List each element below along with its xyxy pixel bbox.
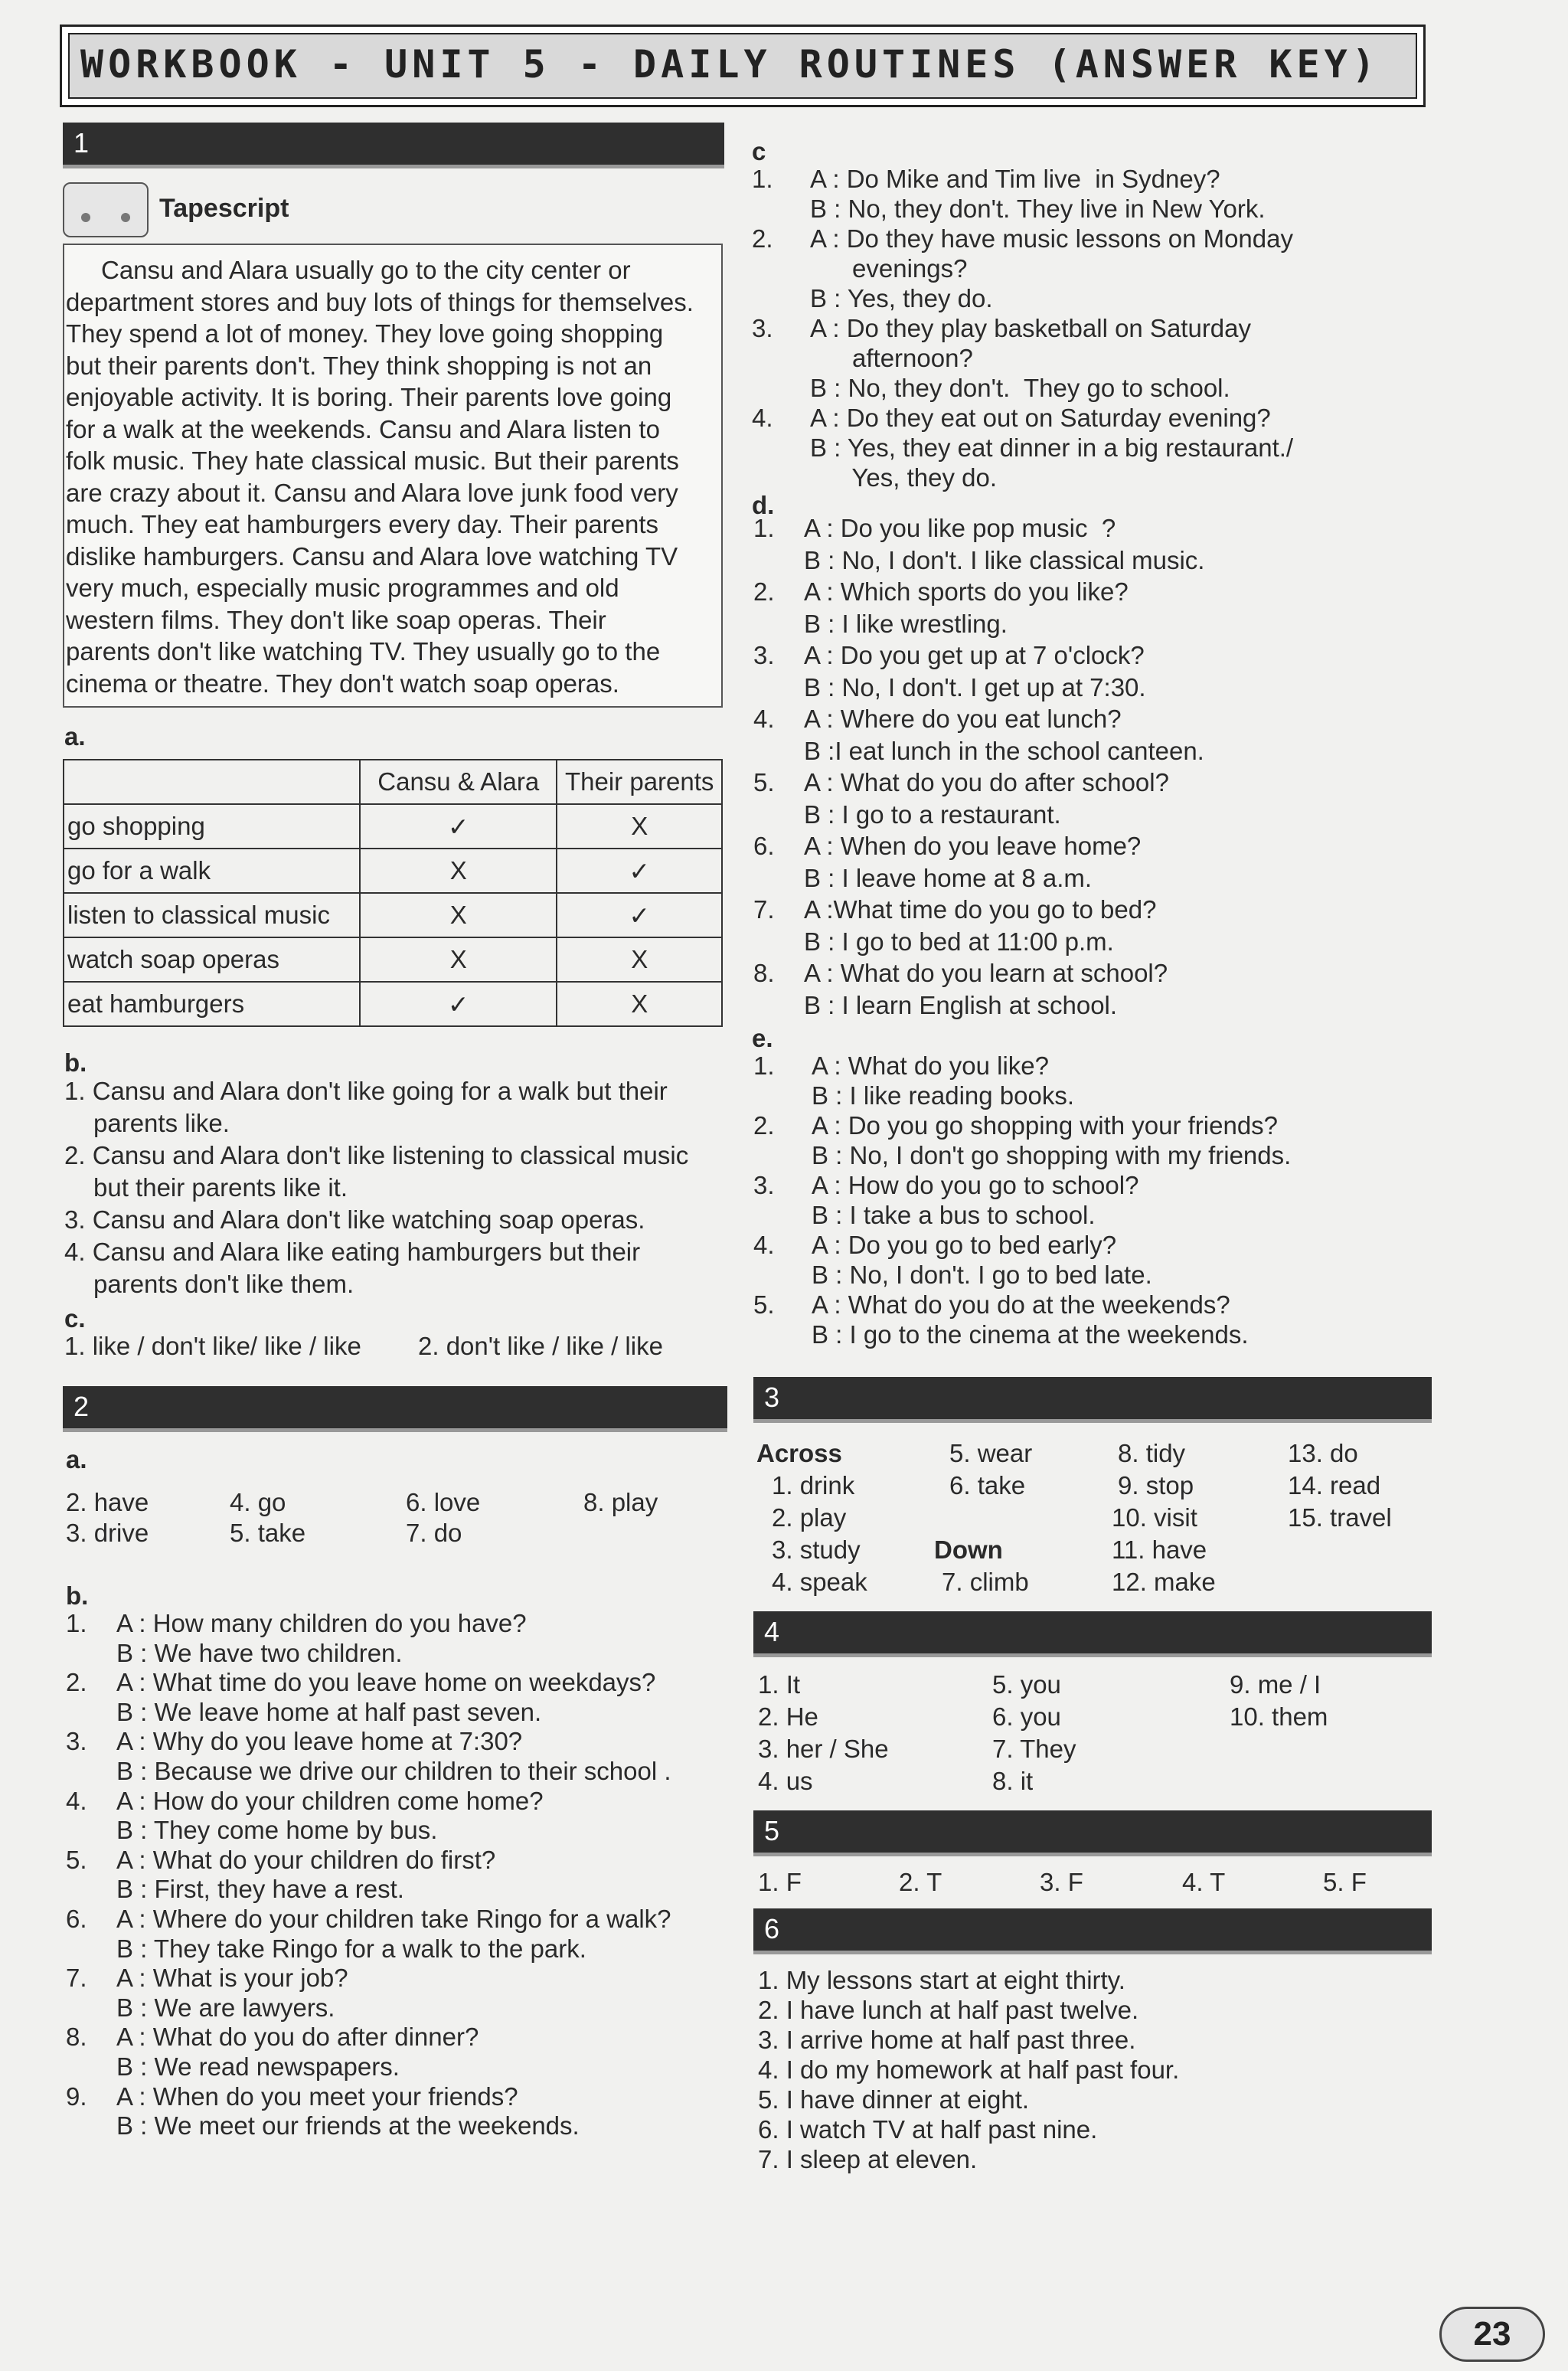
dialogue-line: B : No, I don't. I like classical music. (804, 545, 1205, 574)
dialogue-line: B : They come home by bus. (116, 1816, 438, 1845)
answer-line: 4. I do my homework at half past four. (758, 2055, 1180, 2084)
section-6-header (753, 1908, 1432, 1954)
dialogue-line: A : What do you learn at school? (804, 959, 1168, 987)
across-label: Across (756, 1439, 842, 1467)
answer-item: 4. us (758, 1767, 813, 1795)
dialogue-line: B : Yes, they do. (810, 284, 993, 312)
answer-line: 2. don't like / like / like (418, 1332, 663, 1360)
answer-item: 7. They (992, 1735, 1076, 1763)
item-number: 8. (66, 2023, 87, 2052)
tapescript-line: Cansu and Alara usually go to the city center or (101, 256, 631, 284)
dialogue-line: A : Where do you eat lunch? (804, 705, 1122, 733)
dialogue-line: B : No, I don't go shopping with my friends. (812, 1141, 1292, 1169)
dialogue-line: B : They take Ringo for a walk to the park. (116, 1934, 586, 1963)
answer-item: 1. It (758, 1670, 801, 1699)
dialogue-line: B : I go to a restaurant. (804, 800, 1061, 829)
answer-item: 9. stop (1118, 1471, 1194, 1499)
page-title: WORKBOOK - UNIT 5 - DAILY ROUTINES (ANSWER KEY) (80, 42, 1380, 87)
table-row (64, 893, 722, 937)
item-number: 2. (66, 1668, 87, 1697)
section-3-header (753, 1377, 1432, 1423)
dialogue-line: A : Do you go shopping with your friends? (812, 1111, 1279, 1140)
table-cell: X (360, 937, 557, 982)
table-cell: X (557, 982, 722, 1026)
section-number: 2 (74, 1391, 90, 1422)
dialogue-line: A : Do you like pop music ? (804, 514, 1116, 542)
tapescript-line: are crazy about it. Cansu and Alara love junk food very (66, 478, 678, 507)
dialogue-line: B :I eat lunch in the school canteen. (804, 736, 1204, 765)
dialogue-line: A : Do they play basketball on Saturday (810, 314, 1252, 342)
page-number-badge (1439, 2307, 1545, 2362)
section-1-header (63, 123, 724, 168)
item-number: 2. (753, 577, 775, 606)
item-number: 9. (66, 2082, 87, 2111)
table-cell: X (557, 804, 722, 849)
answer-line: 5. I have dinner at eight. (758, 2085, 1030, 2114)
dialogue-line: A : Why do you leave home at 7:30? (116, 1727, 523, 1756)
answer-item: 6. take (949, 1471, 1026, 1499)
item-number: 1. (753, 1051, 775, 1080)
answer-item: 14. read (1288, 1471, 1381, 1499)
section-4-header (753, 1611, 1432, 1657)
dialogue-line: A : Do Mike and Tim live in Sydney? (810, 165, 1220, 193)
section-number: 5 (764, 1815, 780, 1846)
table-header-cell (64, 760, 360, 804)
item-number: 3. (753, 1171, 775, 1199)
table-cell: eat hamburgers (64, 982, 360, 1026)
item-number: 1. (66, 1609, 87, 1637)
section-number: 3 (764, 1382, 780, 1413)
part-c-label: c (752, 137, 766, 165)
section-number: 1 (74, 127, 90, 159)
answer-item: 8. it (992, 1767, 1034, 1795)
answer-item: 13. do (1288, 1439, 1358, 1467)
answer-item: 5. wear (949, 1439, 1033, 1467)
item-number: 2. (752, 224, 773, 253)
item-number: 8. (753, 959, 775, 987)
answer-item: 8. play (583, 1488, 658, 1516)
dialogue-line: B : First, they have a rest. (116, 1875, 404, 1904)
answer-line: 3. Cansu and Alara don't like watching soap operas. (64, 1205, 645, 1234)
dialogue-line: B : We have two children. (116, 1638, 403, 1667)
item-number: 5. (753, 1290, 775, 1319)
answer-item: 5. you (992, 1670, 1061, 1699)
answer-item: 2. He (758, 1702, 818, 1731)
item-number: 3. (66, 1727, 87, 1756)
dialogue-line: B : I take a bus to school. (812, 1201, 1096, 1229)
tapescript-line: department stores and buy lots of things for themselves. (66, 287, 694, 316)
answer-item: 7. climb (942, 1568, 1029, 1596)
dialogue-line: A : When do you leave home? (804, 832, 1142, 860)
tapescript-line: cinema or theatre. They don't watch soap operas. (66, 669, 619, 698)
table-cell: X (557, 937, 722, 982)
dialogue-line: B : I leave home at 8 a.m. (804, 863, 1093, 892)
dialogue-line: A : Do you go to bed early? (812, 1231, 1117, 1259)
dialogue-line: B : We leave home at half past seven. (116, 1697, 542, 1726)
answer-line: 2. Cansu and Alara don't like listening to classical music (64, 1141, 689, 1169)
section-number: 6 (764, 1913, 780, 1944)
item-number: 1. (752, 165, 773, 193)
table-cell: ✓ (360, 804, 557, 849)
cassette-icon (63, 182, 149, 237)
item-number: 3. (752, 314, 773, 342)
dialogue-line: A :What time do you go to bed? (804, 895, 1157, 924)
dialogue-line: A : Where do your children take Ringo for a walk? (116, 1905, 671, 1933)
dialogue-line: A : What do you like? (812, 1051, 1050, 1080)
dialogue-line: A : Do they eat out on Saturday evening? (810, 404, 1271, 432)
answer-item: 3. drive (66, 1519, 149, 1547)
answer-item: 4. go (230, 1488, 286, 1516)
answer-item: 5. take (230, 1519, 306, 1547)
section-2-header (63, 1386, 727, 1432)
tapescript-label: Tapescript (159, 194, 289, 223)
dialogue-line: A : Which sports do you like? (804, 577, 1129, 606)
dialogue-line: A : What do you do after dinner? (116, 2023, 479, 2052)
part-b-label: b. (66, 1581, 89, 1610)
dialogue-line: A : What do your children do first? (116, 1845, 496, 1874)
answer-line: parents like. (93, 1109, 230, 1137)
dialogue-line: Yes, they do. (810, 463, 998, 492)
dialogue-line: A : Do they have music lessons on Monday (810, 224, 1293, 253)
item-number: 3. (753, 641, 775, 669)
table-cell: X (360, 849, 557, 893)
part-b-label: b. (64, 1048, 87, 1077)
page-number: 23 (1473, 2315, 1511, 2353)
answer-item: 1. drink (772, 1471, 855, 1499)
table-cell: ✓ (360, 982, 557, 1026)
table-cell: go shopping (64, 804, 360, 849)
part-c-label: c. (64, 1304, 86, 1333)
answer-item: 6. you (992, 1702, 1061, 1731)
dialogue-line: B : No, they don't. They go to school. (810, 374, 1230, 402)
tapescript-line: folk music. They hate classical music. But their parents (66, 446, 679, 475)
answer-table (63, 759, 723, 1027)
tapescript-line: very much, especially music programmes and old (66, 574, 619, 602)
dialogue-line: B : We read newspapers. (116, 2052, 400, 2081)
answer-line: but their parents like it. (93, 1173, 348, 1202)
dialogue-line: A : How do you go to school? (812, 1171, 1139, 1199)
table-row (64, 804, 722, 849)
dialogue-line: B : We are lawyers. (116, 1993, 335, 2022)
item-number: 1. (753, 514, 775, 542)
item-number: 4. (753, 705, 775, 733)
answer-line: 1. like / don't like/ like / like (64, 1332, 361, 1360)
part-a-label: a. (64, 722, 86, 751)
tapescript-line: parents don't like watching TV. They usually go to the (66, 637, 661, 666)
answer-item: 2. T (899, 1868, 942, 1896)
dialogue-line: B : I like reading books. (812, 1081, 1075, 1110)
table-row (64, 849, 722, 893)
down-label: Down (934, 1535, 1003, 1564)
dialogue-line: B : I learn English at school. (804, 990, 1118, 1019)
answer-item: 8. tidy (1118, 1439, 1186, 1467)
dialogue-line: B : I like wrestling. (804, 609, 1008, 638)
part-d-label: d. (752, 491, 775, 519)
answer-line: 7. I sleep at eleven. (758, 2145, 978, 2173)
tapescript-line: They spend a lot of money. They love going shopping (66, 319, 664, 348)
dialogue-line: A : When do you meet your friends? (116, 2082, 518, 2111)
table-cell: ✓ (557, 893, 722, 937)
item-number: 4. (66, 1786, 87, 1815)
table-row (64, 982, 722, 1026)
answer-item: 10. them (1230, 1702, 1328, 1731)
answer-item: 4. speak (772, 1568, 867, 1596)
item-number: 2. (753, 1111, 775, 1140)
dialogue-line: A : Do you get up at 7 o'clock? (804, 641, 1145, 669)
answer-item: 11. have (1112, 1535, 1207, 1564)
answer-line: 6. I watch TV at half past nine. (758, 2115, 1098, 2144)
answer-item: 6. love (406, 1488, 481, 1516)
item-number: 6. (753, 832, 775, 860)
dialogue-line: B : No, I don't. I get up at 7:30. (804, 672, 1146, 701)
dialogue-line: B : No, I don't. I go to bed late. (812, 1261, 1152, 1289)
part-e-label: e. (752, 1024, 773, 1052)
tapescript-line: but their parents don't. They think shopping is not an (66, 351, 652, 380)
dialogue-line: A : How many children do you have? (116, 1609, 527, 1637)
answer-item: 3. study (772, 1535, 861, 1564)
item-number: 6. (66, 1905, 87, 1933)
table-cell: go for a walk (64, 849, 360, 893)
answer-item: 2. play (772, 1503, 847, 1532)
table-header-cell: Their parents (557, 760, 722, 804)
section-5-header (753, 1810, 1432, 1856)
dialogue-line: B : No, they don't. They live in New York. (810, 195, 1266, 223)
answer-item: 1. F (758, 1868, 802, 1896)
answer-item: 15. travel (1288, 1503, 1392, 1532)
dialogue-line: A : What do you do at the weekends? (812, 1290, 1230, 1319)
answer-line: parents don't like them. (93, 1270, 354, 1298)
dialogue-line: B : We meet our friends at the weekends. (116, 2111, 580, 2140)
answer-item: 4. T (1182, 1868, 1226, 1896)
answer-line: 2. I have lunch at half past twelve. (758, 1996, 1139, 2024)
dialogue-line: A : What is your job? (116, 1964, 348, 1993)
tapescript-line: for a walk at the weekends. Cansu and Alara listen to (66, 414, 660, 443)
answer-item: 3. F (1040, 1868, 1083, 1896)
answer-item: 7. do (406, 1519, 462, 1547)
answer-item: 10. visit (1112, 1503, 1197, 1532)
table-cell: listen to classical music (64, 893, 360, 937)
dialogue-line: evenings? (810, 254, 968, 283)
table-cell: ✓ (557, 849, 722, 893)
answer-item: 3. her / She (758, 1735, 889, 1763)
answer-line: 1. Cansu and Alara don't like going for a walk but their (64, 1077, 668, 1105)
tapescript-line: dislike hamburgers. Cansu and Alara love watching TV (66, 541, 678, 571)
answer-line: 1. My lessons start at eight thirty. (758, 1966, 1125, 1994)
answer-item: 12. make (1112, 1568, 1216, 1596)
item-number: 4. (753, 1231, 775, 1259)
dialogue-line: A : What do you do after school? (804, 768, 1169, 796)
item-number: 5. (66, 1845, 87, 1874)
table-cell: watch soap operas (64, 937, 360, 982)
dialogue-line: B : I go to the cinema at the weekends. (812, 1320, 1249, 1349)
dialogue-line: B : I go to bed at 11:00 p.m. (804, 927, 1114, 956)
table-row (64, 937, 722, 982)
title-banner (60, 25, 1426, 107)
answer-line: 4. Cansu and Alara like eating hamburgers but their (64, 1238, 641, 1266)
part-a-label: a. (66, 1445, 87, 1473)
answer-item: 5. F (1323, 1868, 1367, 1896)
tapescript-box (63, 244, 723, 708)
dialogue-line: A : What time do you leave home on weekdays? (116, 1668, 656, 1697)
table-cell: X (360, 893, 557, 937)
answer-item: 2. have (66, 1488, 149, 1516)
dialogue-line: B : Because we drive our children to their school . (116, 1757, 671, 1785)
item-number: 7. (753, 895, 775, 924)
table-header-row (64, 760, 722, 804)
section-number: 4 (764, 1616, 780, 1647)
title-banner-inner (68, 33, 1417, 99)
dialogue-line: A : How do your children come home? (116, 1786, 544, 1815)
table-header-cell: Cansu & Alara (360, 760, 557, 804)
dialogue-line: afternoon? (810, 344, 973, 372)
dialogue-line: B : Yes, they eat dinner in a big restaurant./ (810, 433, 1294, 462)
answer-line: 3. I arrive home at half past three. (758, 2026, 1136, 2054)
item-number: 7. (66, 1964, 87, 1993)
tapescript-line: western films. They don't like soap operas. Their (66, 605, 606, 634)
tapescript-line: much. They eat hamburgers every day. Their parents (66, 510, 659, 538)
item-number: 4. (752, 404, 773, 432)
answer-item: 9. me / I (1230, 1670, 1321, 1699)
item-number: 5. (753, 768, 775, 796)
tapescript-line: enjoyable activity. It is boring. Their parents love going (66, 383, 672, 411)
